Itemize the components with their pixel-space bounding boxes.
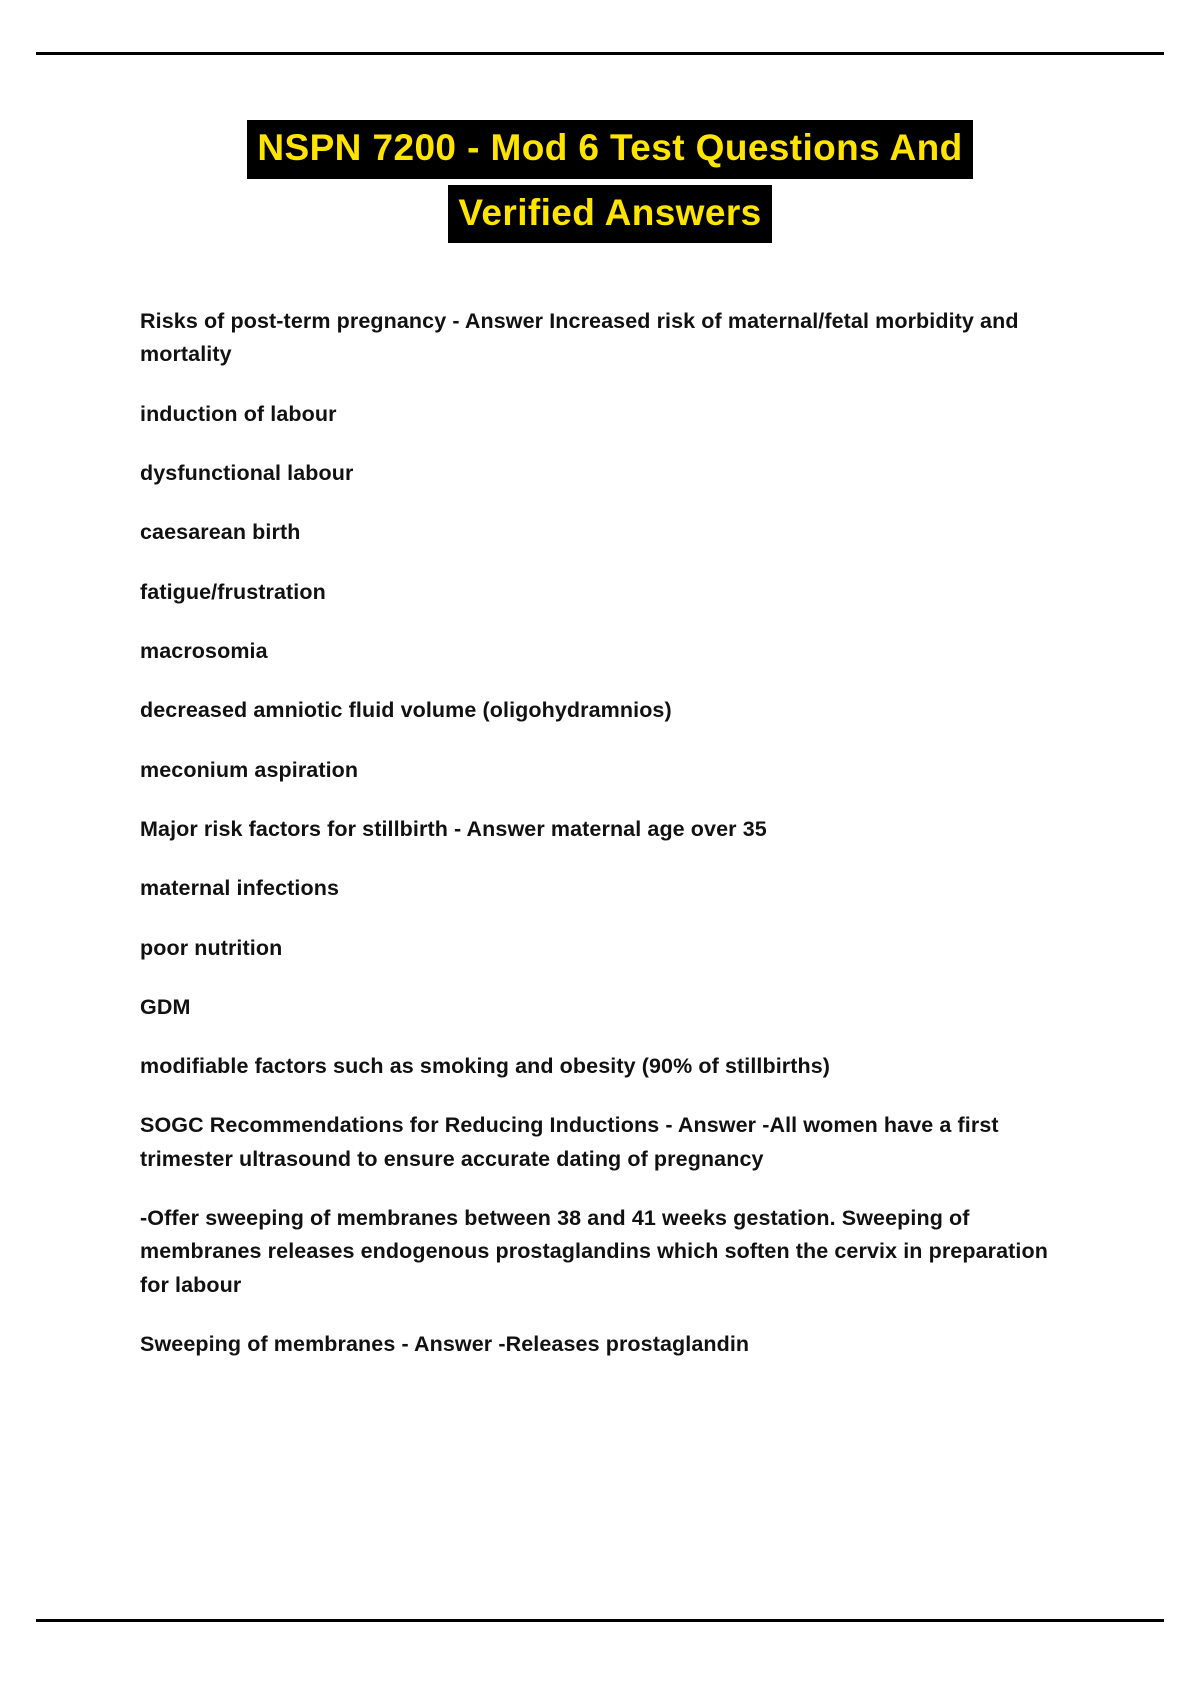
body-paragraph: caesarean birth <box>140 520 301 545</box>
body-paragraph: Sweeping of membranes - Answer -Releases prostaglandin <box>140 1332 750 1356</box>
page-title <box>140 120 1080 249</box>
header-divider <box>36 52 1164 55</box>
body-paragraph: meconium aspiration <box>140 757 359 782</box>
body-paragraph: Major risk factors for stillbirth - Answer maternal age over 35 <box>140 816 767 841</box>
body-paragraph: GDM <box>140 994 191 1019</box>
body-paragraph: poor nutrition <box>140 935 283 960</box>
body-paragraph: maternal infections <box>140 876 340 901</box>
document-content <box>140 120 1080 1361</box>
body-paragraph: SOGC Recommendations for Reducing Inductions - Answer -All women have a first trimester ultrasound to ensure accurate dating of pregnancy <box>140 1113 999 1171</box>
body-paragraph: macrosomia <box>140 638 268 663</box>
body-paragraph: -Offer sweeping of membranes between 38 and 41 weeks gestation. Sweeping of membranes releases endogenous prostaglandins which soften the cervix in preparation for labour <box>140 1206 1048 1297</box>
page-title-line-2: Verified Answers <box>448 185 771 244</box>
body-paragraph: Risks of post-term pregnancy - Answer Increased risk of maternal/fetal morbidity and mortality <box>140 309 1019 367</box>
page-title-line-1: NSPN 7200 - Mod 6 Test Questions And <box>247 120 972 179</box>
body-paragraph: dysfunctional labour <box>140 461 354 485</box>
body-paragraph: induction of labour <box>140 401 337 426</box>
footer-divider <box>36 1619 1164 1622</box>
body-paragraph: decreased amniotic fluid volume (oligohydramnios) <box>140 698 672 723</box>
body-paragraph: fatigue/frustration <box>140 579 326 604</box>
body-paragraph: modifiable factors such as smoking and obesity (90% of stillbirths) <box>140 1054 831 1079</box>
